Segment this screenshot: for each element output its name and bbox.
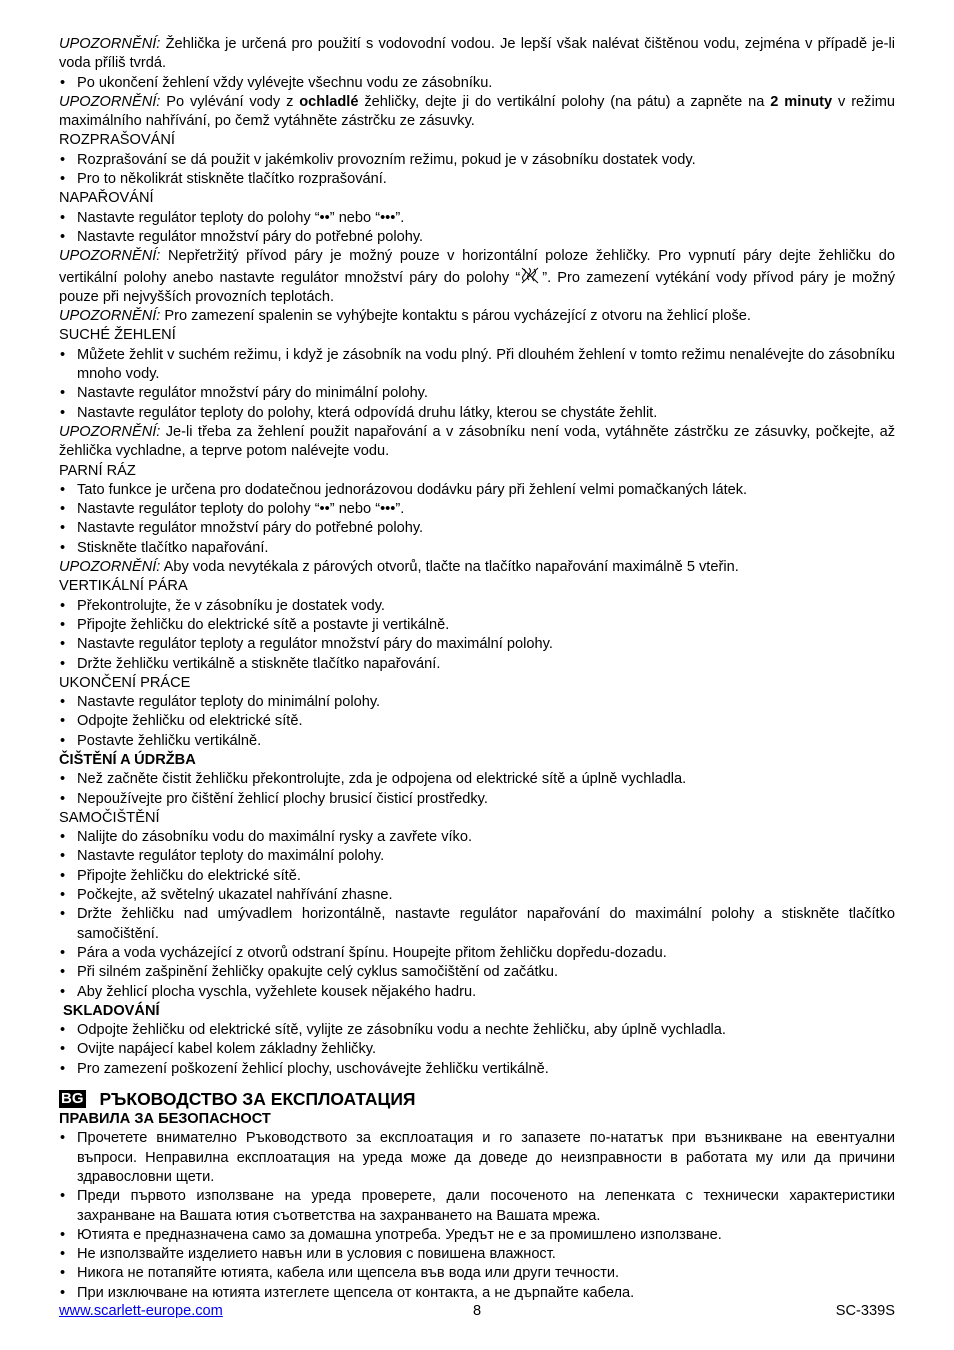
section-heading: NAPAŘOVÁNÍ <box>59 190 154 207</box>
list-item: • Postavte žehličku vertikálně. <box>59 732 895 751</box>
end-list <box>59 693 895 751</box>
list-item: • Rozprašování se dá použit v jakémkoliv provozním režimu, pokud je v zásobníku dostatek vody. <box>59 151 895 170</box>
steam-off-icon <box>520 267 542 285</box>
warning-paragraph <box>59 307 895 326</box>
list-item: • Držte žehličku nad umývadlem horizontálně, nastavte regulátor napařování do maximální polohy a stiskněte tlačítko samočištění. <box>59 905 895 944</box>
list-item: • Nastavte regulátor množství páry do minimální polohy. <box>59 384 895 403</box>
warning-label: UPOZORNĚNÍ: <box>59 308 161 325</box>
list-item: • Překontrolujte, že v zásobníku je dostatek vody. <box>59 597 895 616</box>
list-item: • Stiskněte tlačítko napařování. <box>59 539 895 558</box>
bullet-list <box>59 74 895 93</box>
list-item: • Nalijte do zásobníku vodu do maximální rysky a zavřete víko. <box>59 828 895 847</box>
list-item: • Pro to několikrát stiskněte tlačítko rozprašování. <box>59 170 895 189</box>
section-heading: SKLADOVÁNÍ <box>59 1002 160 1019</box>
list-item: • Než začněte čistit žehličku překontrolujte, zda je odpojena od elektrické sítě a úplně vychladla. <box>59 770 895 789</box>
storage-list <box>59 1021 895 1079</box>
section-heading: VERTIKÁLNÍ PÁRA <box>59 578 188 595</box>
section-heading: ČIŠTĚNÍ A ÚDRŽBA <box>59 751 196 768</box>
warning-paragraph <box>59 93 895 132</box>
section-subtitle: ПРАВИЛА ЗА БЕЗОПАСНОСТ <box>59 1111 271 1128</box>
spray-list <box>59 151 895 190</box>
list-item: • Nastavte regulátor teploty do polohy “••” nebo “•••”. <box>59 500 895 519</box>
list-item: • Nastavte regulátor teploty do maximální polohy. <box>59 847 895 866</box>
list-item: • Držte žehličku vertikálně a stiskněte tlačítko napařování. <box>59 655 895 674</box>
list-item: • Nastavte regulátor teploty do polohy “••” nebo “•••”. <box>59 209 895 228</box>
page-footer <box>59 1303 895 1323</box>
burst-list <box>59 481 895 558</box>
warning-emphasis: 2 minuty <box>770 93 833 110</box>
document-body <box>59 35 895 1303</box>
language-tag: BG <box>61 1090 84 1108</box>
list-item: • Pro zamezení poškození žehlicí plochy, uschovávejte žehličku vertikálně. <box>59 1060 895 1079</box>
list-item: • Pára a voda vycházející z otvorů odstraní špínu. Houpejte přitom žehličku dopředu-dozadu. <box>59 944 895 963</box>
safety-list <box>59 1129 895 1303</box>
model-number: SC-339S <box>835 1303 895 1319</box>
section-heading: PARNÍ RÁZ <box>59 462 136 479</box>
dry-list <box>59 346 895 423</box>
clean-list <box>59 770 895 809</box>
warning-text: Nepřetržitý přívod páry je možný pouze v horizontální poloze žehličky. Pro vypnutí páry dejte žehličku do vertikální polohy anebo nastavte regulátor množství páry do polohy “ <box>59 248 895 286</box>
list-item: • Připojte žehličku do elektrické sítě. <box>59 867 895 886</box>
list-item: • Odpojte žehličku od elektrické sítě, vylijte ze zásobníku vodu a nechte žehličku, aby úplně vychladla. <box>59 1021 895 1040</box>
list-item: • Преди първото използване на уреда проверете, дали посоченото на лепенката с технически характеристики захранване на Вашата ютия съответства на захранването на Вашата мрежа. <box>59 1187 895 1226</box>
warning-text: Po vylévání vody z <box>160 93 300 110</box>
website-link[interactable]: www.scarlett-europe.com <box>59 1303 223 1319</box>
warning-emphasis: ochladlé <box>299 93 359 110</box>
warning-paragraph <box>59 247 895 307</box>
list-item: • Прочетете внимателно Ръководството за експлоатация и го запазете по-нататък при възникване на евентуални въпроси. Неправилна експлоатация на уреда може да доведе до неизправности в работата му или да причини здравословни щети. <box>59 1129 895 1187</box>
section-heading: UKONČENÍ PRÁCE <box>59 674 191 691</box>
section-heading: SUCHÉ ŽEHLENÍ <box>59 327 176 344</box>
vertical-steam-list <box>59 597 895 674</box>
list-item: • Tato funkce je určena pro dodatečnou jednorázovou dodávku páry při žehlení velmi pomačkaných látek. <box>59 481 895 500</box>
list-item: • Můžete žehlit v suchém režimu, i když je zásobník na vodu plný. Při dlouhém žehlení v tomto režimu nenalévejte do zásobníku mnoho vody. <box>59 346 895 385</box>
warning-text: Žehlička je určená pro použití s vodovodní vodou. Je lepší však nalévat čištěnou vodu, zejména v případě je-li voda příliš tvrdá. <box>59 36 895 72</box>
list-item: • Odpojte žehličku od elektrické sítě. <box>59 712 895 731</box>
warning-label: UPOZORNĚNÍ: <box>59 248 161 265</box>
list-item: • При изключване на ютията изтеглете щепсела от контакта, а не дърпайте кабела. <box>59 1284 895 1303</box>
bg-title-row <box>59 1088 895 1110</box>
list-item: • Po ukončení žehlení vždy vylévejte všechnu vodu ze zásobníku. <box>59 74 895 93</box>
warning-paragraph <box>59 423 895 462</box>
warning-label: UPOZORNĚNÍ: <box>59 93 161 110</box>
warning-text: Je-li třeba za žehlení použit napařování a v zásobníku není voda, vytáhněte zástrčku ze zásuvky, počkejte, až žehlička vychladne, a teprve potom nalévejte vodu. <box>59 423 895 460</box>
warning-label: UPOZORNĚNÍ: <box>59 559 161 576</box>
warning-text: žehličky, dejte ji do vertikální polohy (na pátu) a zapněte na <box>358 93 771 110</box>
section-heading: SAMOČIŠTĚNÍ <box>59 809 160 826</box>
page-number: 8 <box>472 1303 482 1319</box>
list-item: • Nastavte regulátor množství páry do potřebné polohy. <box>59 228 895 247</box>
warning-text: Aby voda nevytékala z párových otvorů, tlačte na tlačítko napařování maximálně 5 vteřin. <box>160 559 739 576</box>
list-item: • Не използвайте изделието навън или в условия с повишена влажност. <box>59 1245 895 1264</box>
list-item: • Никога не потапяйте ютията, кабела или щепсела във вода или други течности. <box>59 1264 895 1283</box>
list-item: • Při silném zašpinění žehličky opakujte celý cyklus samočištění od začátku. <box>59 963 895 982</box>
list-item: • Nastavte regulátor teploty do polohy, která odpovídá druhu látky, kterou se chystáte žehlit. <box>59 404 895 423</box>
list-item: • Nepoužívejte pro čištění žehlicí plochy brusicí čisticí prostředky. <box>59 790 895 809</box>
list-item: • Nastavte regulátor teploty a regulátor množství páry do maximální polohy. <box>59 635 895 654</box>
list-item: • Nastavte regulátor teploty do minimální polohy. <box>59 693 895 712</box>
list-item: • Připojte žehličku do elektrické sítě a postavte ji vertikálně. <box>59 616 895 635</box>
self-clean-list <box>59 828 895 1002</box>
warning-text: Pro zamezení spalenin se vyhýbejte kontaktu s párou vycházející z otvoru na žehlicí ploše. <box>160 308 751 325</box>
list-item: • Ютията е предназначена само за домашна употреба. Уредът не е за промишлено използване. <box>59 1226 895 1245</box>
warning-paragraph <box>59 558 895 577</box>
warning-text: ”. Pro zamezení vytékání vody přívod páry je možný pouze při nejvyšších provozních teplotách. <box>59 269 895 305</box>
warning-label: UPOZORNĚNÍ: <box>59 36 161 52</box>
list-item: • Ovijte napájecí kabel kolem základny žehličky. <box>59 1040 895 1059</box>
warning-text: v režimu maximálního nahřívání, po čemž vytáhněte zástrčku ze zásuvky. <box>59 93 895 130</box>
list-item: • Nastavte regulátor množství páry do potřebné polohy. <box>59 519 895 538</box>
steam-list <box>59 209 895 248</box>
section-heading: ROZPRAŠOVÁNÍ <box>59 132 175 149</box>
warning-paragraph <box>59 35 895 74</box>
list-item: • Počkejte, až světelný ukazatel nahřívání zhasne. <box>59 886 895 905</box>
bg-section <box>59 1088 895 1303</box>
list-item: • Aby žehlicí plocha vyschla, vyžehlete kousek nějakého hadru. <box>59 983 895 1002</box>
section-title: РЪКОВОДСТВО ЗА ЕКСПЛОАТАЦИЯ <box>99 1088 416 1109</box>
warning-label: UPOZORNĚNÍ: <box>59 423 161 440</box>
